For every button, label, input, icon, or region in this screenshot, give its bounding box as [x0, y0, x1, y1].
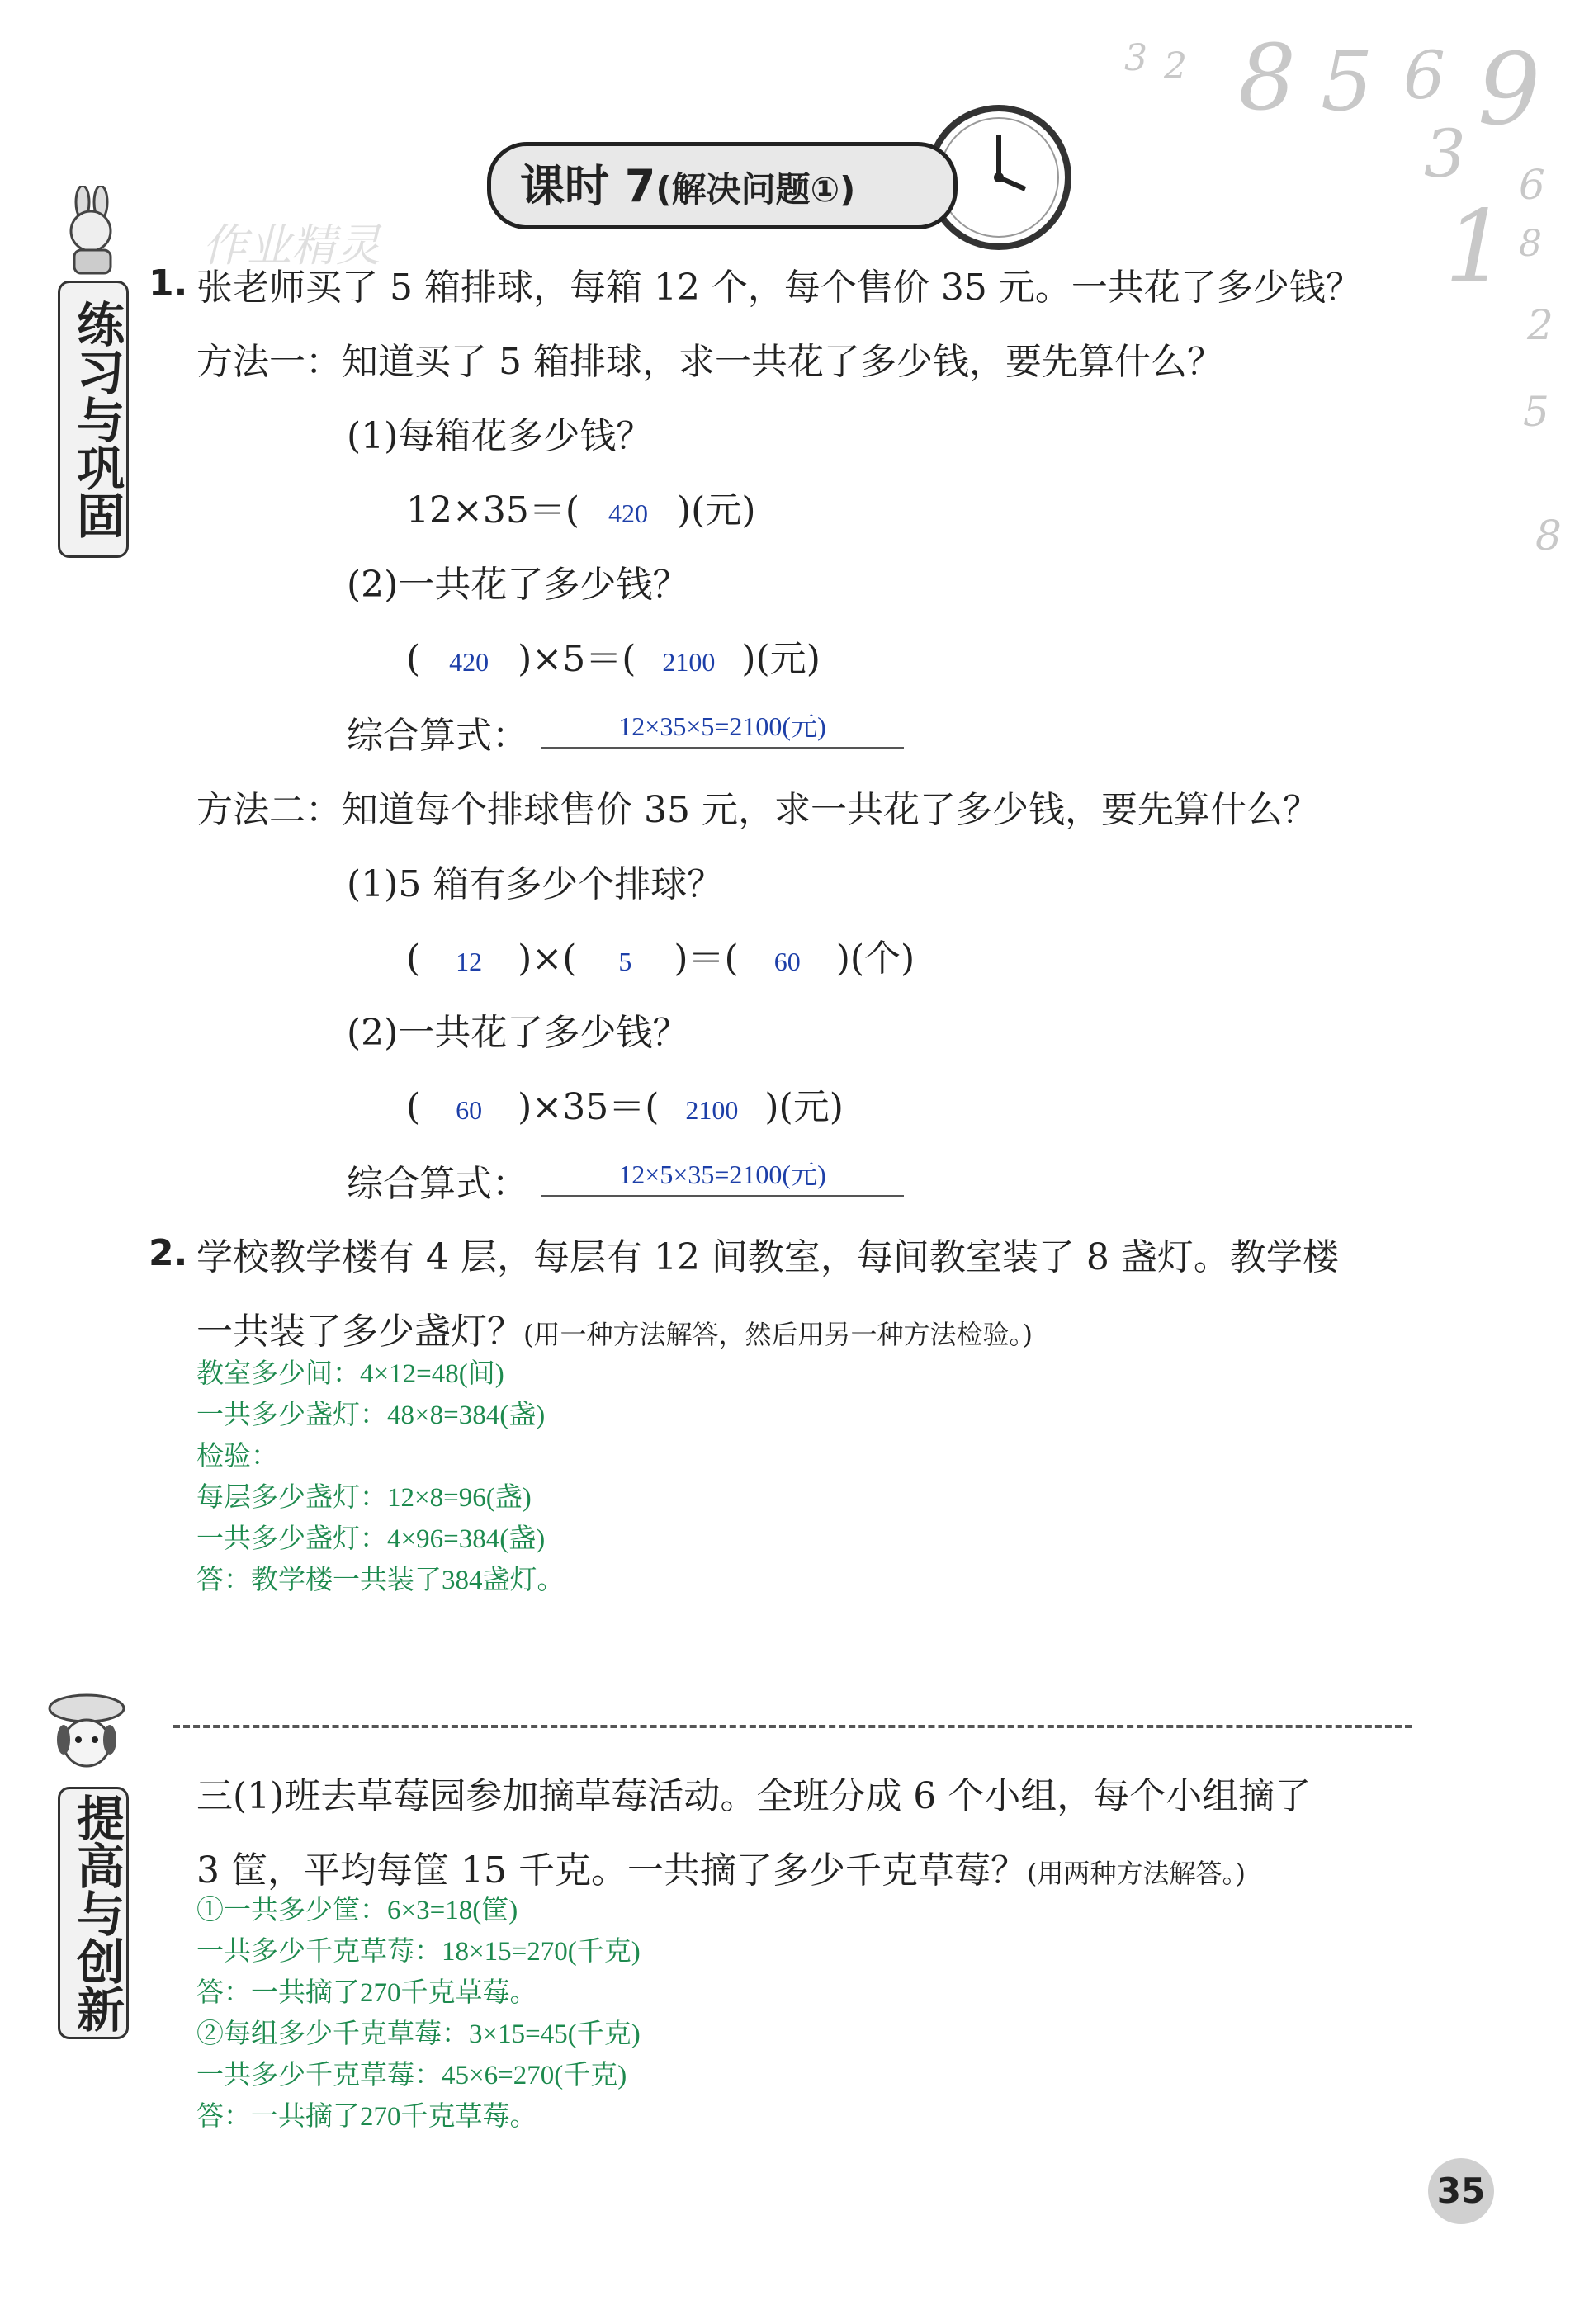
answer-value: 420	[608, 498, 649, 528]
deco-number: 3	[1424, 116, 1466, 192]
answer-line: ①一共多少筐：6×3=18(筐)	[196, 1896, 518, 1925]
q1-method1-combined-label: 综合算式：	[347, 715, 528, 757]
answer-line: 一共多少千克草莓：18×15=270(千克)	[196, 1937, 641, 1967]
q3-line2: 3 筐，平均每筐 15 千克。一共摘了多少千克草莓？(用两种方法解答。)	[196, 1849, 1246, 1892]
deco-number: 9	[1478, 33, 1541, 148]
q1-method1-combined-answer: 12×35×5=2100(元)	[541, 706, 904, 749]
q2-answer-block	[196, 1353, 565, 1601]
deco-number: 5	[1523, 388, 1549, 436]
dog-mascot-icon	[37, 1692, 136, 1783]
q2-note: (用一种方法解答，然后用另一种方法检验。)	[523, 1319, 1033, 1350]
q1-method2-title: 方法二：知道每个排球售价 35 元，求一共花了多少钱，要先算什么？	[196, 789, 1319, 831]
lesson-title-sub: (解决问题①)	[655, 169, 856, 210]
deco-number: 2	[1164, 45, 1187, 87]
deco-number: 1	[1445, 190, 1508, 305]
answer-line: 教室多少间：4×12=48(间)	[196, 1359, 504, 1389]
practice-section-label: 练习与巩固	[58, 281, 129, 558]
q1-method2-step1-equation: ( 12 )×( 5 )＝( 60 )(个)	[406, 938, 915, 980]
answer-value: 2100	[662, 647, 716, 677]
q1-number: 1.	[149, 262, 188, 305]
q1-method2-combined-label: 综合算式：	[347, 1163, 528, 1205]
deco-number: 2	[1527, 301, 1554, 349]
deco-number: 8	[1519, 223, 1542, 265]
answer-line: 每层多少盏灯：12×8=96(盏)	[196, 1483, 532, 1513]
answer-line: 一共多少盏灯：4×96=384(盏)	[196, 1524, 546, 1554]
q1-method1-step2-question: (2)一共花了多少钱？	[347, 564, 689, 606]
lesson-title-main: 课时 7	[520, 160, 656, 212]
answer-value: 2100	[685, 1095, 739, 1125]
q2-line2: 一共装了多少盏灯？(用一种方法解答，然后用另一种方法检验。)	[196, 1311, 1033, 1353]
answer-line: 一共多少千克草莓：45×6=270(千克)	[196, 2061, 627, 2090]
section-divider	[173, 1725, 1412, 1728]
answer-value: 12	[456, 947, 483, 976]
q3-answer-block	[196, 1890, 641, 2137]
rabbit-mascot-icon	[50, 186, 132, 276]
q3-line1: 三(1)班去草莓园参加摘草莓活动。全班分成 6 个小组，每个小组摘了	[196, 1775, 1312, 1817]
q1-method1-step1-question: (1)每箱花多少钱？	[347, 415, 653, 457]
q3-note: (用两种方法解答。)	[1026, 1858, 1246, 1889]
answer-value: 420	[449, 647, 489, 677]
q1-text: 张老师买了 5 箱排球，每箱 12 个，每个售价 35 元。一共花了多少钱？	[196, 267, 1362, 309]
deco-number: 8	[1238, 25, 1296, 130]
answer-value: 60	[456, 1095, 483, 1125]
answer-line: 一共多少盏灯：48×8=384(盏)	[196, 1401, 546, 1430]
deco-number: 8	[1535, 512, 1562, 560]
answer-value: 60	[773, 947, 801, 976]
q1-method2-step1-question: (1)5 箱有多少个排球？	[347, 863, 724, 905]
q1-method1-step2-equation: ( 420 )×5＝( 2100 )(元)	[406, 638, 821, 680]
answer-line: 答：一共摘了270千克草莓。	[196, 1978, 537, 2008]
lesson-title	[520, 151, 855, 215]
deco-number: 6	[1403, 37, 1445, 114]
answer-value: 5	[618, 947, 632, 976]
answer-line: ②每组多少千克草莓：3×15=45(千克)	[196, 2019, 641, 2049]
q2-number: 2.	[149, 1232, 188, 1274]
q1-method1-title: 方法一：知道买了 5 箱排球，求一共花了多少钱，要先算什么？	[196, 341, 1223, 383]
q1-method2-combined-answer: 12×5×35=2100(元)	[541, 1154, 904, 1197]
deco-number: 3	[1124, 37, 1147, 79]
q1-method2-step2-question: (2)一共花了多少钱？	[347, 1012, 689, 1054]
page-number: 35	[1428, 2158, 1494, 2224]
deco-number: 6	[1519, 161, 1545, 209]
q1-method2-step2-equation: ( 60 )×35＝( 2100 )(元)	[406, 1086, 844, 1128]
answer-line: 答：一共摘了270千克草莓。	[196, 2102, 537, 2132]
watermark: 作业精灵	[202, 220, 381, 272]
q1-method1-step1-equation: 12×35＝( 420 )(元)	[406, 489, 756, 531]
answer-line: 检验：	[196, 1442, 278, 1471]
deco-number: 5	[1321, 33, 1374, 130]
answer-line: 答：教学楼一共装了384盏灯。	[196, 1566, 565, 1595]
improve-section-label: 提高与创新	[58, 1787, 129, 2039]
q2-line1: 学校教学楼有 4 层，每层有 12 间教室，每间教室装了 8 盏灯。教学楼	[196, 1236, 1339, 1278]
